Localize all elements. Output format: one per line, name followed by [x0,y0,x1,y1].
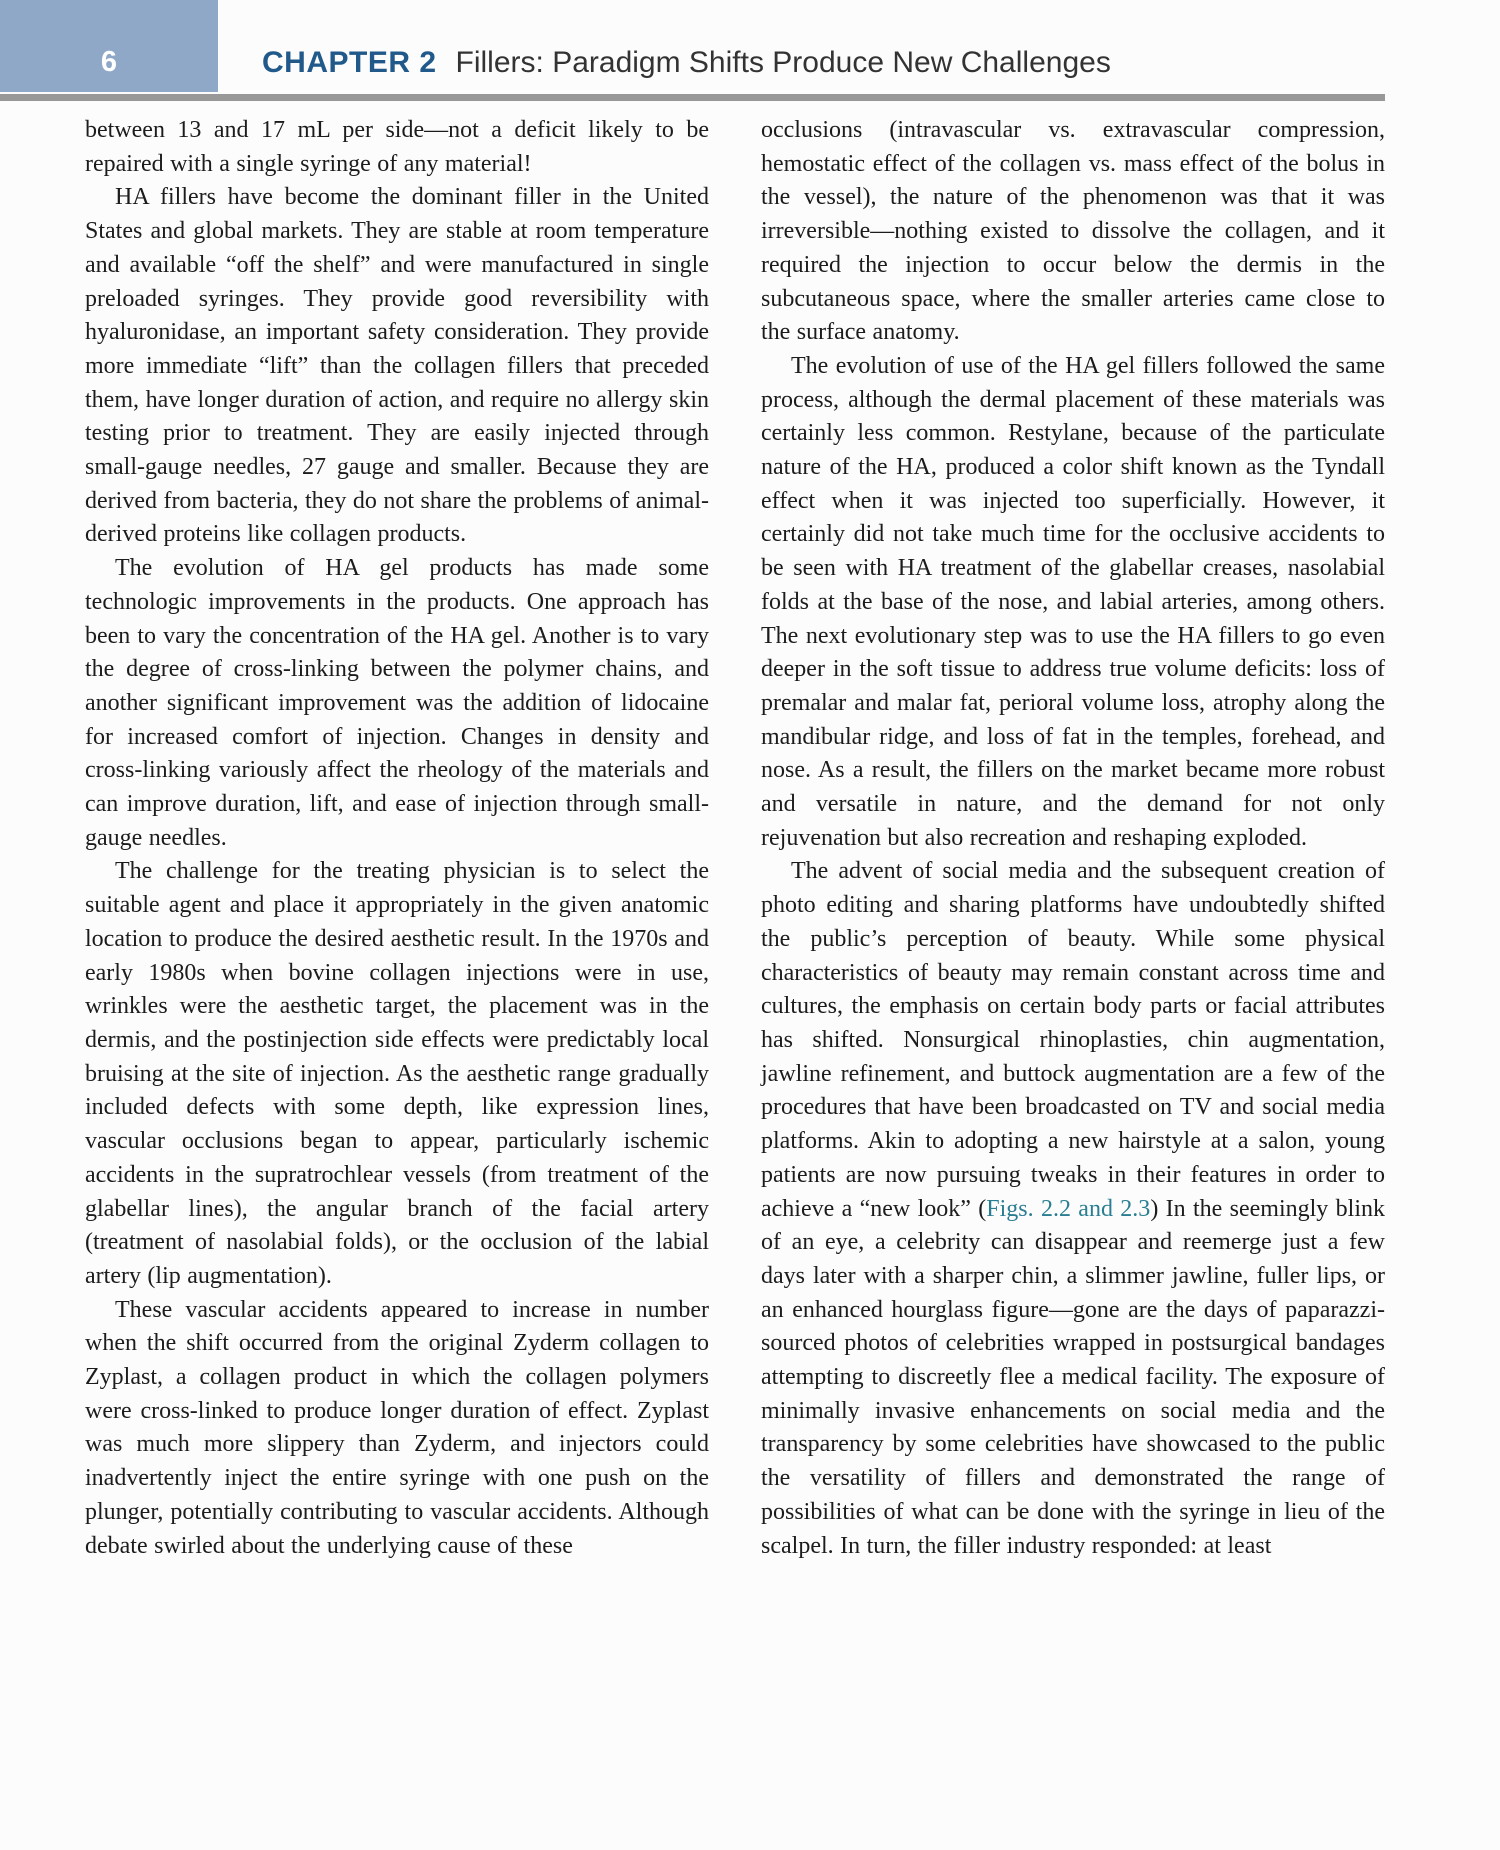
paragraph [85,114,709,181]
body-text [0,101,1500,1563]
paragraph [85,1294,709,1564]
paragraph [85,552,709,855]
text-run: The challenge for the treating physician is to select the suitable agent and place it appropriately in the given anatomic location to produce the desired aesthetic result. In the 1970s and early 1980s when bovine collagen injections were in use, wrinkles were the aesthetic target, the placement was in the dermis, and the postinjection side effects were predictably local bruising at the site of injection. As the aesthetic range gradually included defects with some depth, like expression lines, vascular occlusions began to appear, particularly ischemic accidents in the supratrochlear vessels (from treatment of the glabellar lines), the angular branch of the facial artery (treatment of nasolabial folds), or the occlusion of the labial artery (lip augmentation). [85,858,709,1289]
paragraph [761,114,1385,350]
figure-link[interactable]: Figs. 2.2 and 2.3 [986,1195,1151,1222]
text-run: occlusions (intravascular vs. extravascular compression, hemostatic effect of the collagen vs. mass effect of the bolus in the vessel), the nature of the phenomenon was that it was irreversible—nothing existed to dissolve the collagen, and it required the injection to occur below the dermis in the subcutaneous space, where the smaller arteries came close to the surface anatomy. [761,117,1385,346]
text-column-right [761,114,1385,1563]
page-header [0,0,1500,101]
text-column-left [85,114,709,1563]
text-run: The evolution of HA gel products has made some technologic improvements in the products. One approach has been to vary the concentration of the HA gel. Another is to vary the degree of cross-linking between the polymer chains, and another significant improvement was the addition of lidocaine for increased comfort of injection. Changes in density and cross-linking variously affect the rheology of the materials and can improve duration, lift, and ease of injection through small-gauge needles. [85,555,709,851]
text-run: These vascular accidents appeared to increase in number when the shift occurred from the original Zyderm collagen to Zyplast, a collagen product in which the collagen polymers were cross-linked to produce longer duration of effect. Zyplast was much more slippery than Zyderm, and injectors could inadvertently inject the entire syringe with one push on the plunger, potentially contributing to vascular accidents. Although debate swirled about the underlying cause of these [85,1296,709,1559]
paragraph [85,855,709,1293]
header-rule [0,94,1385,101]
paragraph [761,855,1385,1563]
paragraph [85,181,709,552]
chapter-title: Fillers: Paradigm Shifts Produce New Challenges [455,46,1111,79]
page-number: 6 [100,46,118,78]
chapter-heading [262,48,1111,78]
text-run: The advent of social media and the subsequent creation of photo editing and sharing platforms have undoubtedly shifted the public’s perception of beauty. While some physical characteristics of beauty may remain constant across time and cultures, the emphasis on certain body parts or facial attributes has shifted. Nonsurgical rhinoplasties, chin augmentation, jawline refinement, and buttock augmentation are a few of the procedures that have been broadcasted on TV and social media platforms. Akin to adopting a new hairstyle at a salon, young patients are now pursuing tweaks in their features in order to achieve a “new look” ( [761,858,1385,1222]
chapter-label: CHAPTER 2 [262,46,437,79]
text-run: HA fillers have become the dominant filler in the United States and global markets. They are stable at room temperature and available “off the shelf” and were manufactured in single preloaded syringes. They provide good reversibility with hyaluronidase, an important safety consideration. They provide more immediate “lift” than the collagen fillers that preceded them, have longer duration of action, and require no allergy skin testing prior to treatment. They are easily injected through small-gauge needles, 27 gauge and smaller. Because they are derived from bacteria, they do not share the problems of animal-derived proteins like collagen products. [85,184,709,548]
page-number-box [0,0,218,92]
text-run: The evolution of use of the HA gel fillers followed the same process, although the dermal placement of these materials was certainly less common. Restylane, because of the particulate nature of the HA, produced a color shift known as the Tyndall effect when it was injected too superficially. However, it certainly did not take much time for the occlusive accidents to be seen with HA treatment of the glabellar creases, nasolabial folds at the base of the nose, and labial arteries, among others. The next evolutionary step was to use the HA fillers to go even deeper in the soft tissue to address true volume deficits: loss of premalar and malar fat, perioral volume loss, atrophy along the mandibular ridge, and loss of fat in the temples, forehead, and nose. As a result, the fillers on the market became more robust and versatile in nature, and the demand for not only rejuvenation but also recreation and reshaping exploded. [761,352,1385,851]
text-run: ) In the seemingly blink of an eye, a celebrity can disappear and reemerge just a few days later with a sharper chin, a slimmer jawline, fuller lips, or an enhanced hourglass figure—gone are the days of paparazzi-sourced photos of celebrities wrapped in postsurgical bandages attempting to discreetly flee a medical facility. The exposure of minimally invasive enhancements on social media and the transparency by some celebrities have showcased to the public the versatility of fillers and demonstrated the range of possibilities of what can be done with the syringe in lieu of the scalpel. In turn, the filler industry responded: at least [761,1195,1385,1559]
paragraph [761,350,1385,856]
text-run: between 13 and 17 mL per side—not a deficit likely to be repaired with a single syringe of any material! [85,117,709,177]
